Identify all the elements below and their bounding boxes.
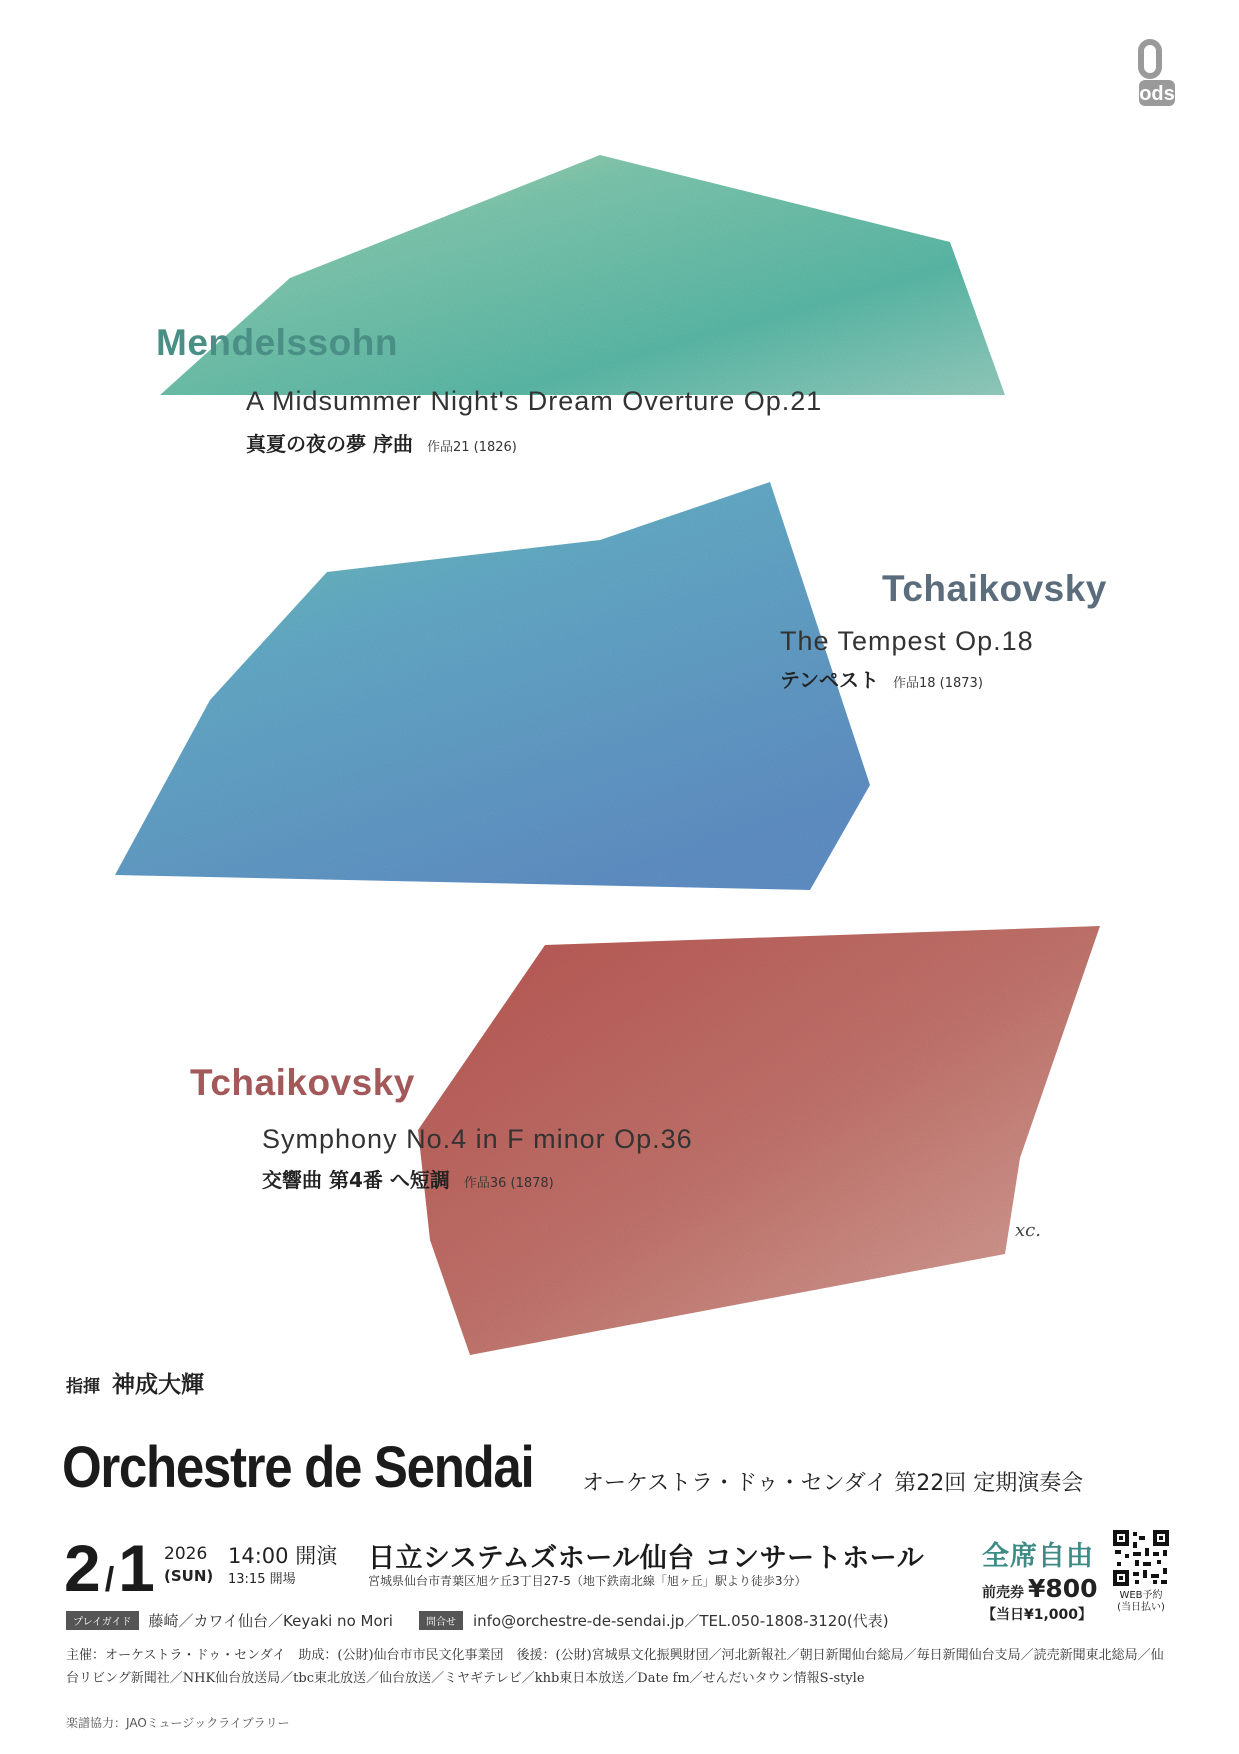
contact-info[interactable]: info@orchestre-de-sendai.jp／TEL.050-1808-3120(代表)	[472, 1612, 889, 1630]
contact-tag: 問合せ	[419, 1611, 463, 1630]
info-row	[66, 1610, 889, 1631]
concert-date	[64, 1530, 155, 1606]
seating-type: 全席自由	[982, 1541, 1094, 1572]
advance-label: 前売券	[982, 1585, 1024, 1601]
advance-price: ¥800	[1028, 1574, 1098, 1603]
venue-name: 日立システムズホール仙台 コンサートホール	[368, 1543, 925, 1574]
svg-text:ods: ods	[1139, 83, 1175, 105]
web-note: (当日払い)	[1117, 1602, 1165, 1613]
date-weekday: (SUN)	[164, 1567, 214, 1585]
work-title-en: Symphony No.4 in F minor Op.36	[262, 1124, 693, 1154]
work-title-jp-text: 交響曲 第4番 へ短調	[262, 1168, 450, 1192]
start-time: 14:00 開演	[228, 1544, 338, 1568]
conductor-label: 指揮	[66, 1377, 100, 1397]
work-title-jp	[246, 428, 517, 457]
work-title-en: The Tempest Op.18	[780, 626, 1034, 656]
work-title-en: A Midsummer Night's Dream Overture Op.21	[246, 386, 823, 416]
composer-tchaikovsky-tempest: Tchaikovsky	[882, 568, 1107, 609]
qr-code[interactable]	[1113, 1530, 1169, 1586]
concert-subtitle: オーケストラ・ドゥ・センダイ 第22回 定期演奏会	[582, 1471, 1084, 1496]
score-library-credit: 楽譜協力：JAOミュージックライブラリー	[66, 1716, 290, 1730]
date-slash: /	[104, 1561, 115, 1599]
work-title-jp	[262, 1164, 554, 1193]
work-title-jp	[780, 664, 983, 693]
date-month: 2	[64, 1531, 101, 1605]
work-title-jp-text: テンペスト	[780, 668, 879, 692]
blue-shape	[115, 482, 870, 890]
organizer-credits: 主催：オーケストラ・ドゥ・センダイ 助成：(公財)仙台市市民文化事業団 後援：(公財)宮城県文化振興財団／河北新報社／朝日新聞仙台総局／毎日新聞仙台支局／読売新聞東北総局／仙台リビング新聞社／NHK仙台放送局／tbc東北放送／仙台放送／ミヤギテレビ／khb東日本放送／Date fm／せんだいタウン情報S-style	[66, 1648, 1164, 1686]
venue-address: 宮城県仙台市青葉区旭ケ丘3丁目27-5（地下鉄南北線「旭ヶ丘」駅より徒歩3分）	[368, 1574, 807, 1588]
work-opus: 作品18 (1873)	[893, 676, 983, 691]
door-price: 【当日¥1,000】	[982, 1607, 1093, 1623]
web-label: WEB予約	[1119, 1590, 1163, 1601]
work-opus: 作品21 (1826)	[426, 440, 517, 455]
advance-ticket	[982, 1574, 1098, 1603]
composer-tchaikovsky-symphony: Tchaikovsky	[190, 1062, 415, 1103]
web-reservation	[1113, 1590, 1169, 1614]
date-year: 2026	[164, 1544, 208, 1564]
ods-logo	[1133, 38, 1183, 108]
work-title-jp-text: 真夏の夜の夢 序曲	[246, 432, 413, 456]
playguide-tag: プレイガイド	[66, 1611, 139, 1630]
conductor	[66, 1366, 204, 1399]
artist-signature: ⅹc.	[1015, 1220, 1041, 1241]
composer-mendelssohn: Mendelssohn	[156, 322, 398, 363]
playguide-list: 藤崎／カワイ仙台／Keyaki no Mori	[148, 1612, 393, 1630]
date-day: 1	[118, 1531, 155, 1605]
work-opus: 作品36 (1878)	[463, 1176, 554, 1191]
orchestra-name: Orchestre de Sendai	[62, 1435, 534, 1500]
conductor-name: 神成大輝	[112, 1372, 204, 1398]
doors-time: 13:15 開場	[228, 1572, 296, 1587]
